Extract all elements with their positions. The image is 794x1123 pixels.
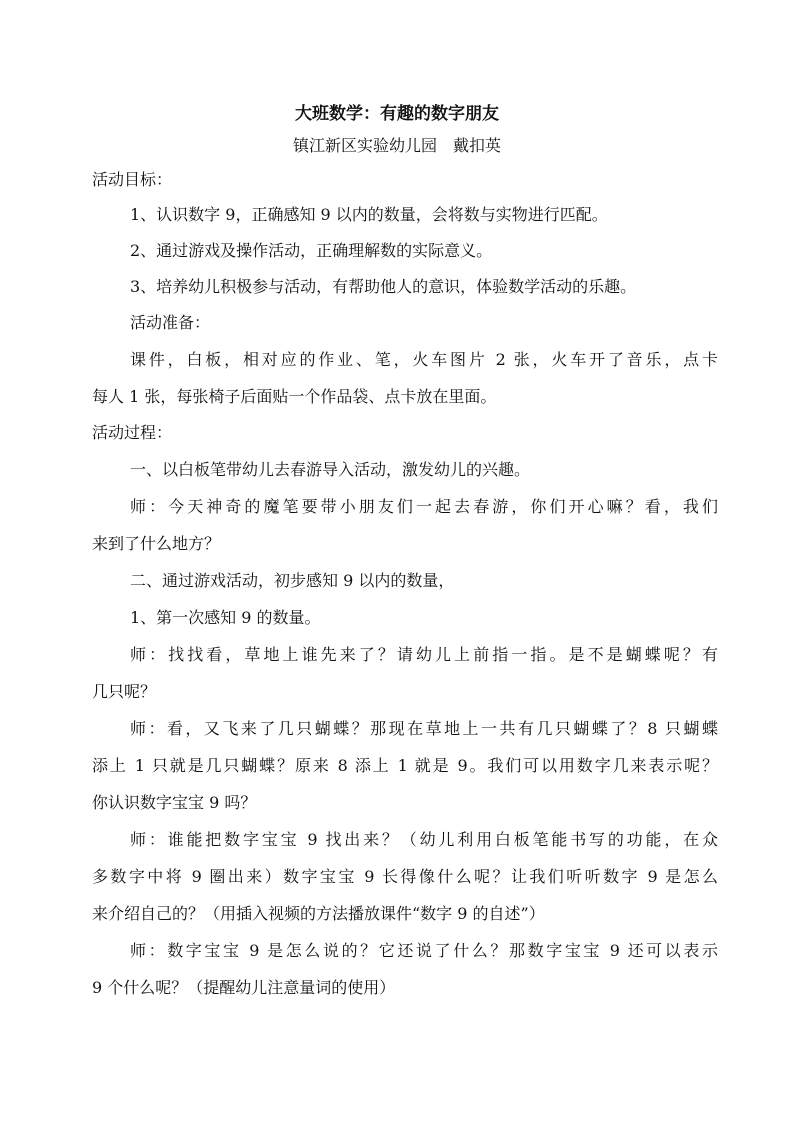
paragraph-line: 来到了什么地方？	[92, 534, 221, 553]
paragraph-line: 一、以白板笔带幼儿去春游导入活动，激发幼儿的兴趣。	[130, 460, 531, 479]
paragraph-line: 师：找找看，草地上谁先来了？请幼儿上前指一指。是不是蝴蝶呢？有	[130, 645, 718, 664]
paragraph-line: 1、认识数字 9，正确感知 9 以内的数量，会将数与实物进行匹配。	[130, 205, 608, 224]
author-line: 镇江新区实验幼儿园 戴扣英	[292, 136, 501, 155]
paragraph-line: 多数字中将 9 圈出来）数字宝宝 9 长得像什么呢？让我们听听数字 9 是怎么	[92, 867, 718, 886]
paragraph-line: 3、培养幼儿积极参与活动，有帮助他人的意识，体验数学活动的乐趣。	[130, 277, 637, 296]
section-heading-process: 活动过程：	[92, 423, 173, 442]
paragraph-line: 你认识数字宝宝 9 吗？	[92, 793, 257, 812]
paragraph-line: 几只呢？	[92, 682, 157, 701]
document-title: 大班数学：有趣的数字朋友	[295, 104, 499, 124]
paragraph-line: 来介绍自己的？（用插入视频的方法播放课件“数字 9 的自述”）	[92, 904, 545, 923]
paragraph-line: 2、通过游戏及操作活动，正确理解数的实际意义。	[130, 241, 493, 260]
section-heading-goals: 活动目标：	[92, 170, 173, 189]
paragraph-line: 师：数字宝宝 9 是怎么说的？它还说了什么？那数字宝宝 9 还可以表示	[130, 941, 718, 960]
paragraph-line: 课件，白板，相对应的作业、笔，火车图片 2 张，火车开了音乐，点卡	[130, 350, 718, 369]
paragraph-line: 师：谁能把数字宝宝 9 找出来？（幼儿利用白板笔能书写的功能，在众	[130, 830, 718, 849]
paragraph-line: 添上 1 只就是几只蝴蝶？原来 8 添上 1 就是 9。我们可以用数字几来表示呢？	[92, 756, 718, 775]
paragraph-line: 师：看，又飞来了几只蝴蝶？那现在草地上一共有几只蝴蝶了？8 只蝴蝶	[130, 719, 718, 738]
section-heading-preparation: 活动准备：	[130, 313, 211, 332]
paragraph-line: 9 个什么呢？（提醒幼儿注意量词的使用）	[92, 978, 396, 997]
paragraph-line: 二、通过游戏活动，初步感知 9 以内的数量，	[130, 571, 455, 590]
paragraph-line: 师：今天神奇的魔笔要带小朋友们一起去春游，你们开心嘛？看，我们	[130, 497, 718, 516]
paragraph-line: 1、第一次感知 9 的数量。	[130, 608, 321, 627]
paragraph-line: 每人 1 张，每张椅子后面贴一个作品袋、点卡放在里面。	[92, 387, 497, 406]
